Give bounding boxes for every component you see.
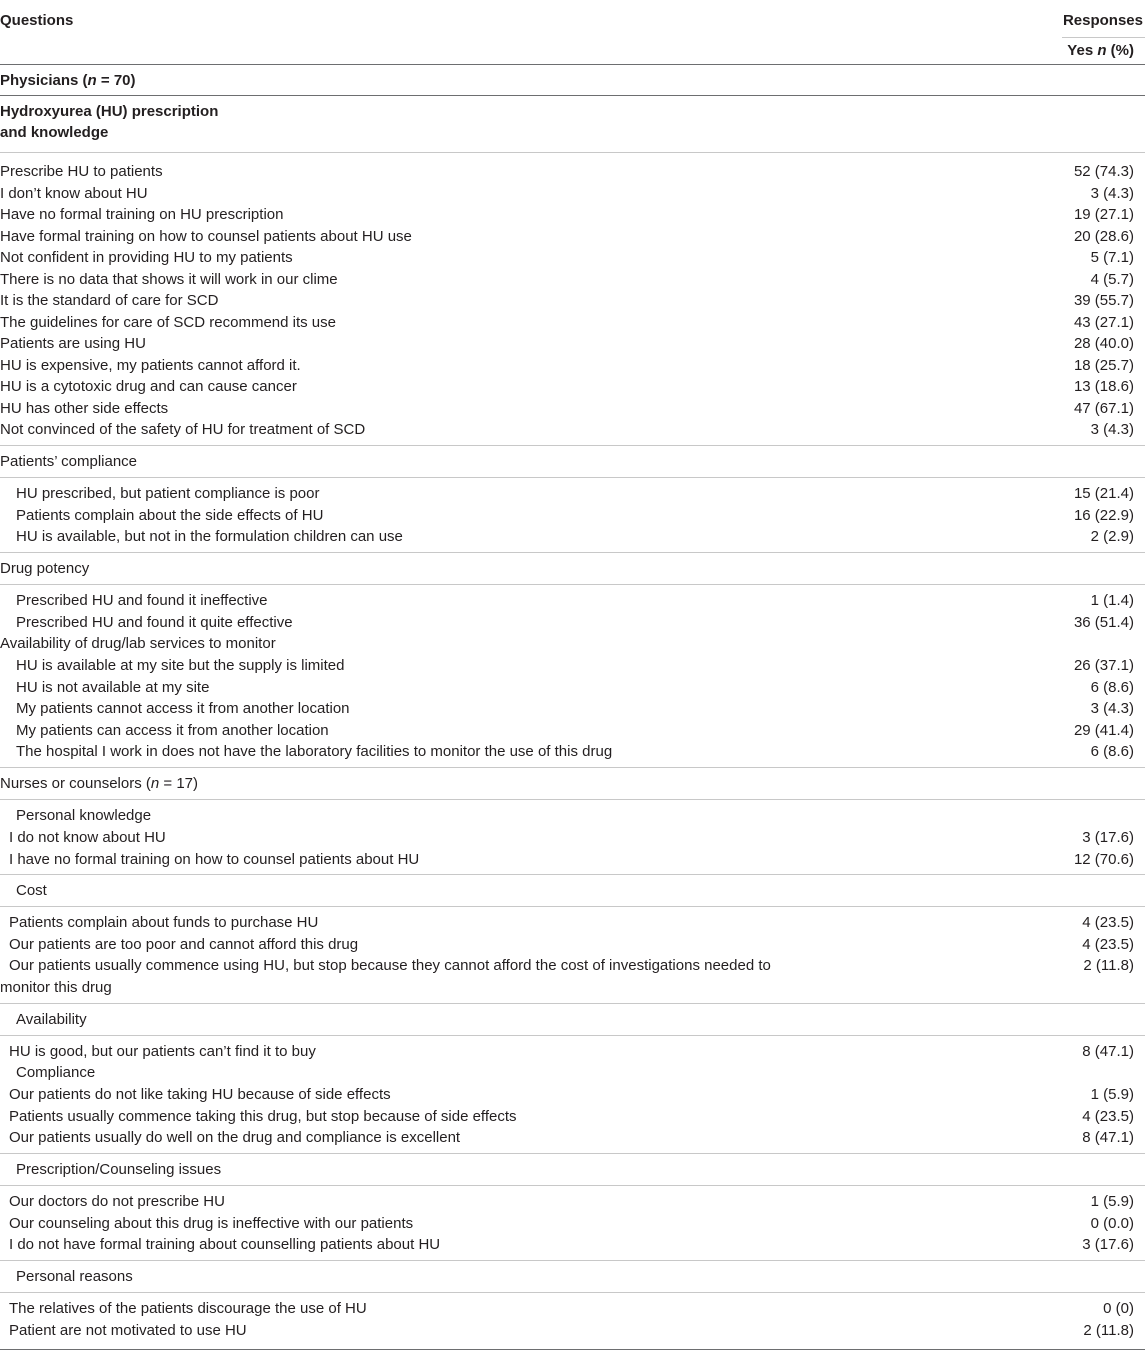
question-text: HU prescribed, but patient compliance is poor [16, 485, 320, 502]
response-value: 4 (23.5) [1082, 1107, 1134, 1125]
response-value: 12 (70.6) [1073, 850, 1134, 868]
question-text: Patients usually commence taking this drug, but stop because of side effects [9, 1107, 517, 1125]
response-value: 20 (28.6) [1073, 227, 1134, 245]
rule [0, 445, 1145, 446]
response-value: 13 (18.6) [1073, 378, 1134, 395]
rule [0, 1035, 1145, 1036]
response-value: 2 (2.9) [1090, 528, 1134, 545]
question-text: Prescribed HU and found it ineffective [16, 592, 268, 609]
question-text: My patients can access it from another location [16, 721, 329, 739]
response-value: 26 (37.1) [1073, 657, 1134, 674]
response-value: 52 (74.3) [1073, 163, 1134, 180]
response-value: 47 (67.1) [1073, 399, 1134, 417]
question-text: Not confident in providing HU to my patients [0, 249, 293, 266]
rule [0, 874, 1145, 875]
rule [0, 799, 1145, 800]
question-text: Not convinced of the safety of HU for treatment of SCD [0, 421, 366, 438]
physicians-rule [0, 95, 1145, 96]
responses-header: Responses [1062, 12, 1143, 29]
response-value: 39 (55.7) [1073, 292, 1134, 309]
response-value: 6 (8.6) [1090, 743, 1134, 760]
rule [0, 1153, 1145, 1154]
rule [0, 552, 1145, 553]
question-text: Our patients usually commence using HU, but stop because they cannot afford the cost of investigations needed to [9, 957, 771, 974]
rule [0, 767, 1145, 768]
question-text: HU is available at my site but the supply is limited [16, 657, 345, 674]
question-text: Patients complain about the side effects of HU [16, 506, 324, 524]
response-value: 3 (4.3) [1090, 184, 1134, 202]
question-text: Our patients usually do well on the drug and compliance is excellent [9, 1129, 461, 1146]
question-text: I do not know about HU [9, 829, 166, 846]
questions-header: Questions [0, 12, 74, 29]
question-text: Patients complain about funds to purchase HU [9, 914, 319, 931]
response-value: 29 (41.4) [1073, 721, 1134, 739]
response-value: 2 (11.8) [1083, 957, 1134, 974]
response-value: 4 (5.7) [1090, 270, 1134, 288]
response-value: 1 (5.9) [1090, 1193, 1134, 1210]
response-value: 28 (40.0) [1073, 335, 1134, 352]
question-text: Our patients do not like taking HU because of side effects [9, 1086, 391, 1103]
rule [0, 584, 1145, 585]
question-text: My patients cannot access it from another location [16, 700, 350, 717]
header-rule [1062, 37, 1145, 38]
rule [0, 906, 1145, 907]
survey-table: Questions Responses Yes n (%) Physicians (n = 70) Hydroxyurea (HU) prescription and knowledge Prescribe HU to patients 52 (74.3) I don’t know about HU 3 (4.3) Have no formal training on HU prescription 19 (27.1) Have formal training on how to counsel patients about HU use 20 (28.6) Not confident in providing HU to my patients 5 (7.1) There is no data that shows it will work in our clime 4 (5.7) It is the standard of care for SCD 39 (55.7) The guidelines for care of SCD recommend its use 43 (27.1) Patients are using HU 28 (40.0) HU is expensive, my patients cannot afford it. 18 (25.7) HU is a cytotoxic drug and can cause cancer 13 (18.6) HU has other side effects 47 (67.1) Not convinced of the safety of HU for treatment of SCD 3 (4.3) Patients’ compliance HU prescribed, but patient compliance is poor 15 (21.4) Patients complain about the side effects of HU 16 (22.9) HU is available, but not in the formulation children can use 2 (2.9) Drug potency Prescribed HU and found it ineffective 1 (1.4) Prescribed HU and found it quite effective 36 (51.4) Availability of drug/lab services to monitor HU is available at my site but the supply is limited 26 (37.1) HU is not available at my site 6 (8.6) My patients cannot access it from another location 3 (4.3) My patients can access it from another location 29 (41.4) The hospital I work in does not have the laboratory facilities to monitor the use of this drug 6 (8.6) Nurses or counselors (n = 17) Personal knowledge I do not know about HU 3 (17.6) I have no formal training on how to counsel patients about HU 12 (70.6) Cost Patients complain about funds to purchase HU 4 (23.5) Our patients are too poor and cannot afford this drug 4 (23.5) Our patients usually commence using HU, but stop because they cannot afford the cost of investigations needed to 2 (11.8) monitor this drug Availability HU is good, but our patients can’t find it to buy 8 (47.1) Compliance Our patients do not like taking HU because of side effects 1 (5.9) Patients usually commence taking this drug, but stop because of side effects 4 (23.5) Our patients usually do well on the drug and compliance is excellent 8 (47.1) Prescription/Counseling issues Our doctors do not prescribe HU 1 (5.9) Our counseling about this drug is ineffective with our patients 0 (0.0) I do not have formal training about counselling patients about HU 3 (17.6) Personal reasons The relatives of the patients discourage the use of HU 0 (0) Patient are not motivated to use HU 2 (11.8) [0, 0, 1145, 1351]
question-text: I have no formal training on how to counsel patients about HU [9, 850, 420, 868]
response-value: 0 (0.0) [1090, 1214, 1134, 1232]
response-value: 43 (27.1) [1073, 313, 1134, 331]
question-text: HU is expensive, my patients cannot afford it. [0, 356, 301, 374]
question-text: Patient are not motivated to use HU [9, 1321, 247, 1339]
question-text: Prescribed HU and found it quite effective [16, 613, 293, 631]
response-value: 1 (5.9) [1090, 1086, 1134, 1103]
response-value: 8 (47.1) [1082, 1129, 1134, 1146]
response-value: 16 (22.9) [1073, 506, 1134, 524]
response-value: 3 (4.3) [1090, 700, 1134, 717]
response-value: 4 (23.5) [1082, 914, 1134, 931]
response-value: 2 (11.8) [1083, 1321, 1134, 1339]
question-text: Prescribe HU to patients [0, 163, 163, 180]
response-value: 5 (7.1) [1090, 249, 1134, 266]
top-rule [0, 64, 1145, 65]
question-text: Patients are using HU [0, 335, 146, 352]
question-text: Our counseling about this drug is ineffective with our patients [9, 1214, 414, 1232]
question-text: It is the standard of care for SCD [0, 292, 219, 309]
response-value: 4 (23.5) [1082, 935, 1134, 953]
question-text: monitor this drug [0, 978, 112, 996]
rule [0, 1185, 1145, 1186]
question-text: The hospital I work in does not have the laboratory facilities to monitor the use of this drug [16, 743, 613, 760]
response-value: 6 (8.6) [1090, 678, 1134, 696]
yes-n-header: Yes n (%) [1067, 42, 1134, 59]
response-value: 18 (25.7) [1073, 356, 1134, 374]
response-value: 36 (51.4) [1073, 613, 1134, 631]
bottom-rule [0, 1349, 1145, 1350]
question-text: Have formal training on how to counsel patients about HU use [0, 227, 412, 245]
response-value: 3 (4.3) [1090, 421, 1134, 438]
question-text: HU is a cytotoxic drug and can cause cancer [0, 378, 297, 395]
question-text: I don’t know about HU [0, 184, 148, 202]
response-value: 3 (17.6) [1082, 1236, 1134, 1253]
response-value: 19 (27.1) [1073, 206, 1134, 223]
question-text: The guidelines for care of SCD recommend its use [0, 313, 336, 331]
question-text: Have no formal training on HU prescription [0, 206, 284, 223]
rule [0, 1260, 1145, 1261]
rule [0, 1003, 1145, 1004]
response-value: 0 (0) [1103, 1300, 1134, 1317]
question-text: The relatives of the patients discourage the use of HU [9, 1300, 367, 1317]
question-text: HU is not available at my site [16, 678, 210, 696]
response-value: 3 (17.6) [1082, 829, 1134, 846]
question-text: HU is good, but our patients can’t find it to buy [9, 1043, 316, 1060]
question-text: Our patients are too poor and cannot afford this drug [9, 935, 359, 953]
question-text: I do not have formal training about counselling patients about HU [9, 1236, 441, 1253]
question-text: Our doctors do not prescribe HU [9, 1193, 225, 1210]
response-value: 15 (21.4) [1073, 485, 1134, 502]
question-text: HU is available, but not in the formulation children can use [16, 528, 403, 545]
response-value: 8 (47.1) [1082, 1043, 1134, 1060]
question-text: HU has other side effects [0, 399, 169, 417]
rule [0, 152, 1145, 153]
rule [0, 1292, 1145, 1293]
rule [0, 477, 1145, 478]
response-value: 1 (1.4) [1090, 592, 1134, 609]
question-text: There is no data that shows it will work in our clime [0, 270, 338, 288]
